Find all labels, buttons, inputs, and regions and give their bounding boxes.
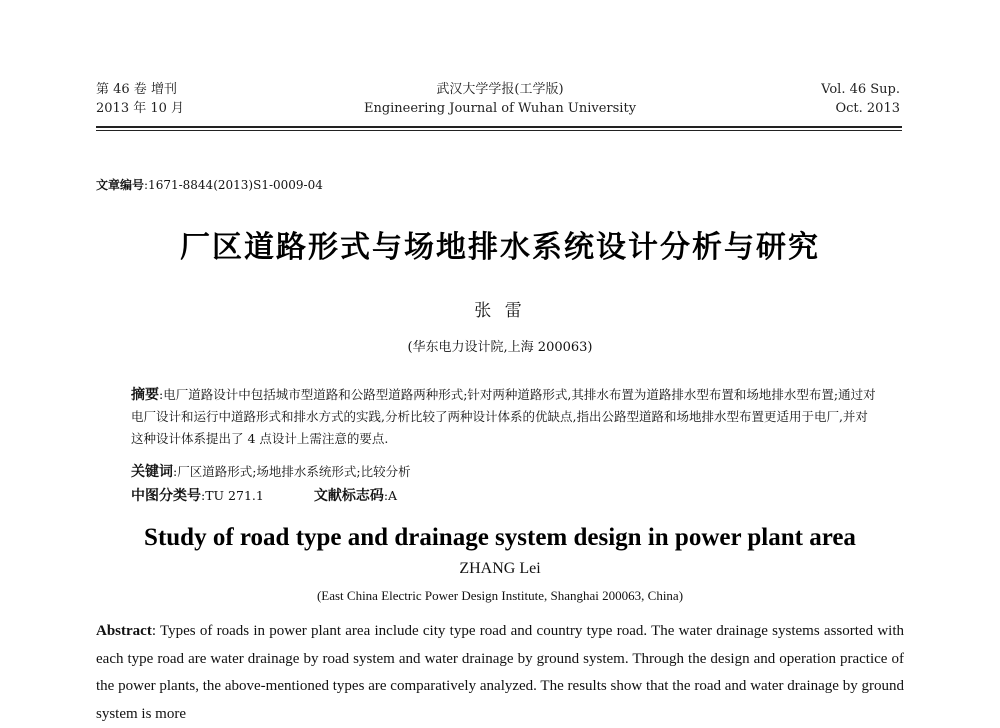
- keywords-cn-text: :厂区道路形式;场地排水系统形式;比较分析: [173, 464, 411, 479]
- author-cn: 张 雷: [474, 301, 526, 321]
- doc-code-value: :A: [383, 488, 398, 503]
- volume-issue: 第 46 卷 增刊: [96, 82, 177, 97]
- abstract-cn-text: :电厂道路设计中包括城市型道路和公路型道路两种形式;针对两种道路形式,其排水布置为道路排水型布置和场地排水型布置;通过对电厂设计和运行中道路形式和排水方式的实践,分析比较了两种设计体系的优缺点,指出公路型道路和场地排水型布置更适用于电厂,并对这种设计体系提出了 4 点设计上需注意的要点.: [131, 387, 876, 446]
- affiliation-en: (East China Electric Power Design Institute, Shanghai 200063, China): [316, 588, 684, 603]
- classification-cn: [131, 486, 397, 506]
- journal-name-cn: 武汉大学学报(工学版): [436, 82, 564, 97]
- article-number-label: 文章编号: [96, 178, 145, 192]
- paper-title-en: Study of road type and drainage system design in power plant area: [144, 524, 856, 551]
- article-number: [96, 176, 323, 193]
- publication-date-en: Oct. 2013: [835, 101, 900, 116]
- author-en: ZHANG Lei: [459, 560, 541, 577]
- volume-issue-en: Vol. 46 Sup.: [821, 82, 900, 97]
- article-number-value: :1671-8844(2013)S1-0009-04: [144, 178, 323, 192]
- doc-code-label: 文献标志码: [313, 488, 384, 504]
- header-rule-thick: [96, 126, 902, 128]
- paper-title-cn: 厂区道路形式与场地排水系统设计分析与研究: [180, 230, 820, 265]
- abstract-en-text: : Types of roads in power plant area include city type road and country type road. The water drainage systems assorted with each type road are water drainage by road system and water drainage by ground system. Through the design and operation practice of the power plants, the above-mentioned types are comparatively analyzed. The results show that the road and water drainage by ground system is more: [96, 623, 904, 722]
- journal-name-en: Engineering Journal of Wuhan University: [363, 101, 637, 116]
- journal-volume-info-en: [821, 80, 900, 118]
- affiliation-cn: (华东电力设计院,上海 200063): [407, 340, 593, 355]
- abstract-en-label: Abstract: [96, 623, 152, 639]
- abstract-cn-label: 摘要: [131, 387, 159, 403]
- header-rule-thin: [96, 130, 902, 131]
- publication-date-cn: 2013 年 10 月: [96, 101, 185, 116]
- clc-value: :TU 271.1: [201, 488, 264, 503]
- journal-name: [300, 80, 700, 118]
- abstract-cn: [131, 384, 876, 450]
- journal-volume-info: [96, 80, 184, 118]
- abstract-en: [96, 618, 904, 728]
- keywords-cn-label: 关键词: [131, 464, 173, 480]
- clc-label: 中图分类号: [131, 488, 201, 504]
- keywords-cn: [131, 462, 411, 482]
